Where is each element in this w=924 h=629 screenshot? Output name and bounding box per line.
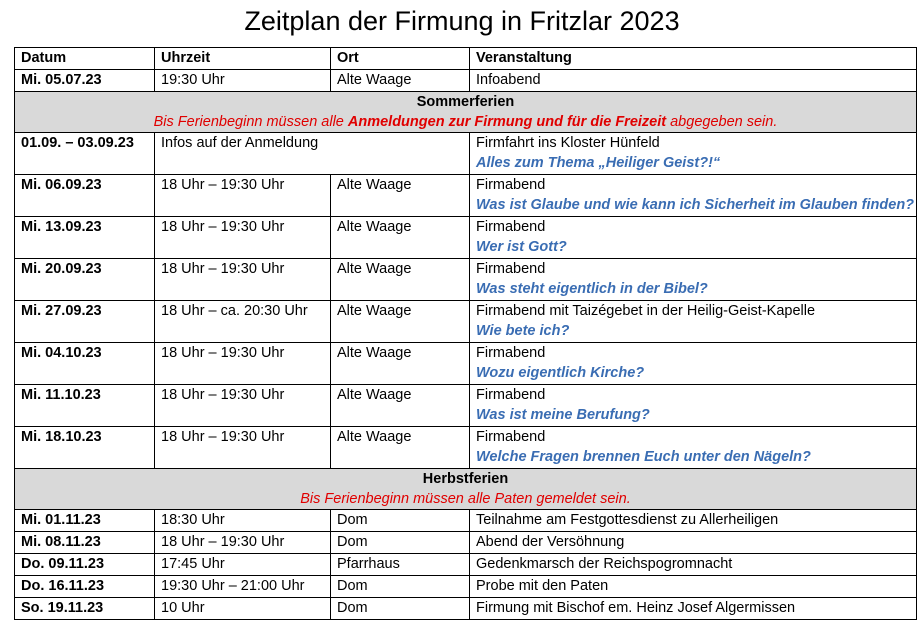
- event-topic: Was steht eigentlich in der Bibel?: [476, 281, 708, 297]
- time-cell: 18 Uhr – 19:30 Uhr: [155, 343, 331, 385]
- event-title: Firmabend: [476, 345, 546, 361]
- place-cell: Alte Waage: [331, 70, 470, 92]
- event-topic: Welche Fragen brennen Euch unter den Nägeln?: [476, 449, 811, 465]
- place-cell: Alte Waage: [331, 175, 470, 217]
- event-title: Firmabend: [476, 387, 546, 403]
- table-row: [15, 301, 917, 343]
- date-cell: Mi. 20.09.23: [15, 259, 155, 301]
- time-cell: 18 Uhr – 19:30 Uhr: [155, 385, 331, 427]
- date-cell: So. 19.11.23: [15, 598, 155, 620]
- event-topic: Was ist meine Berufung?: [476, 407, 650, 423]
- event-topic: Wozu eigentlich Kirche?: [476, 365, 645, 381]
- notice-autumn: Bis Ferienbeginn müssen alle Paten gemeldet sein.: [15, 489, 917, 510]
- time-cell: 18:30 Uhr: [155, 510, 331, 532]
- place-cell: Dom: [331, 576, 470, 598]
- notice-row: [15, 112, 917, 133]
- time-cell: 10 Uhr: [155, 598, 331, 620]
- notice-emphasis: Anmeldungen zur Firmung und für die Freizeit: [347, 114, 667, 130]
- date-cell: Mi. 06.09.23: [15, 175, 155, 217]
- date-cell: Mi. 18.10.23: [15, 427, 155, 469]
- event-cell: [470, 301, 917, 343]
- event-cell: Probe mit den Paten: [470, 576, 917, 598]
- event-cell: [470, 385, 917, 427]
- time-cell: 19:30 Uhr – 21:00 Uhr: [155, 576, 331, 598]
- event-topic: Wer ist Gott?: [476, 239, 567, 255]
- section-row: [15, 92, 917, 113]
- column-header-place: Ort: [331, 48, 470, 70]
- table-row: [15, 510, 917, 532]
- place-cell: Alte Waage: [331, 259, 470, 301]
- event-cell: [470, 175, 917, 217]
- date-cell: Do. 09.11.23: [15, 554, 155, 576]
- event-cell: Gedenkmarsch der Reichspogromnacht: [470, 554, 917, 576]
- date-cell: Mi. 05.07.23: [15, 70, 155, 92]
- table-row: [15, 532, 917, 554]
- notice-text: Bis Ferienbeginn müssen alle: [153, 114, 348, 130]
- event-title: Firmabend mit Taizégebet in der Heilig-Geist-Kapelle: [476, 303, 816, 319]
- place-cell: Pfarrhaus: [331, 554, 470, 576]
- place-cell: Dom: [331, 598, 470, 620]
- event-cell: [470, 217, 917, 259]
- date-cell: Do. 16.11.23: [15, 576, 155, 598]
- notice-row: [15, 489, 917, 510]
- schedule-table: [14, 47, 917, 620]
- place-cell: Dom: [331, 510, 470, 532]
- event-cell: Abend der Versöhnung: [470, 532, 917, 554]
- place-cell: Alte Waage: [331, 427, 470, 469]
- page-title: Zeitplan der Firmung in Fritzlar 2023: [244, 6, 680, 36]
- time-cell: 19:30 Uhr: [155, 70, 331, 92]
- table-row: [15, 427, 917, 469]
- event-title: Firmabend: [476, 177, 546, 193]
- time-cell: 18 Uhr – 19:30 Uhr: [155, 532, 331, 554]
- event-cell: [470, 259, 917, 301]
- column-header-event: Veranstaltung: [470, 48, 917, 70]
- table-row: [15, 385, 917, 427]
- section-row: [15, 469, 917, 490]
- event-topic: Alles zum Thema „Heiliger Geist?!“: [476, 155, 721, 171]
- date-cell: Mi. 04.10.23: [15, 343, 155, 385]
- time-cell: 18 Uhr – ca. 20:30 Uhr: [155, 301, 331, 343]
- table-row: [15, 576, 917, 598]
- column-header-date: Datum: [15, 48, 155, 70]
- event-cell: Teilnahme am Festgottesdienst zu Allerheiligen: [470, 510, 917, 532]
- notice-text: abgegeben sein.: [666, 114, 778, 130]
- date-cell: Mi. 11.10.23: [15, 385, 155, 427]
- event-topic: Wie bete ich?: [476, 323, 570, 339]
- header-row: [15, 48, 917, 70]
- place-cell: Alte Waage: [331, 217, 470, 259]
- time-cell: 18 Uhr – 19:30 Uhr: [155, 217, 331, 259]
- event-title: Firmfahrt ins Kloster Hünfeld: [476, 135, 660, 151]
- time-cell: 18 Uhr – 19:30 Uhr: [155, 259, 331, 301]
- table-row: [15, 554, 917, 576]
- table-row: [15, 133, 917, 175]
- event-topic: Was ist Glaube und wie kann ich Sicherheit im Glauben finden?: [476, 197, 915, 213]
- table-row: [15, 70, 917, 92]
- time-cell: 18 Uhr – 19:30 Uhr: [155, 427, 331, 469]
- event-cell: Firmung mit Bischof em. Heinz Josef Algermissen: [470, 598, 917, 620]
- table-row: [15, 598, 917, 620]
- place-cell: Alte Waage: [331, 301, 470, 343]
- event-cell: [470, 427, 917, 469]
- place-cell: Dom: [331, 532, 470, 554]
- event-cell: Infoabend: [470, 70, 917, 92]
- table-row: [15, 343, 917, 385]
- event-title: Firmabend: [476, 219, 546, 235]
- event-cell: [470, 133, 917, 175]
- place-cell: Alte Waage: [331, 385, 470, 427]
- event-title: Firmabend: [476, 429, 546, 445]
- table-row: [15, 259, 917, 301]
- section-heading-autumn: Herbstferien: [15, 469, 917, 490]
- table-row: [15, 175, 917, 217]
- date-cell: Mi. 13.09.23: [15, 217, 155, 259]
- event-title: Firmabend: [476, 261, 546, 277]
- event-cell: [470, 343, 917, 385]
- date-cell: 01.09. – 03.09.23: [15, 133, 155, 175]
- table-row: [15, 217, 917, 259]
- date-cell: Mi. 27.09.23: [15, 301, 155, 343]
- time-cell: 17:45 Uhr: [155, 554, 331, 576]
- column-header-time: Uhrzeit: [155, 48, 331, 70]
- time-cell: 18 Uhr – 19:30 Uhr: [155, 175, 331, 217]
- notice-summer: [15, 112, 917, 133]
- date-cell: Mi. 08.11.23: [15, 532, 155, 554]
- date-cell: Mi. 01.11.23: [15, 510, 155, 532]
- place-cell: Alte Waage: [331, 343, 470, 385]
- time-place-cell: Infos auf der Anmeldung: [155, 133, 470, 175]
- section-heading-summer: Sommerferien: [15, 92, 917, 113]
